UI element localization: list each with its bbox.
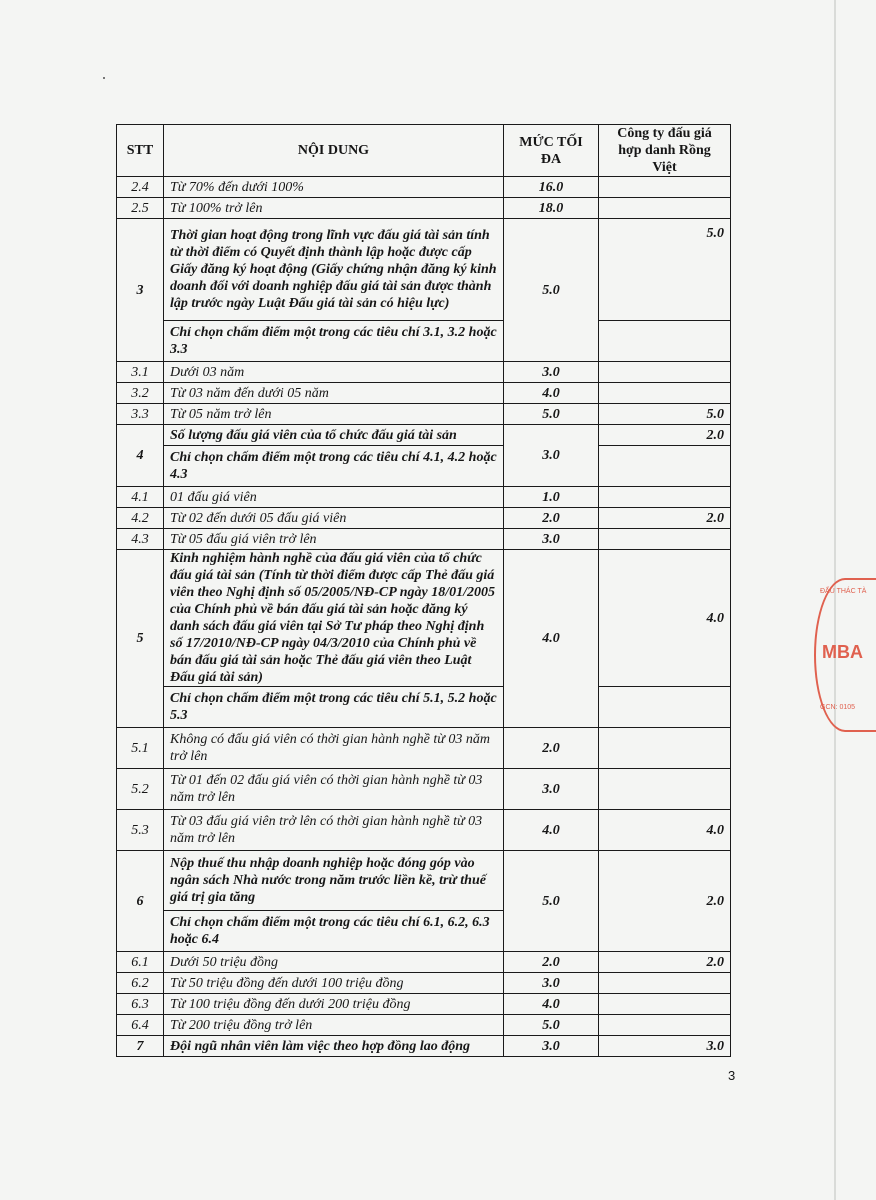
row-company-score: 5.0 (599, 404, 731, 425)
row-content: Dưới 50 triệu đồng (164, 952, 504, 973)
row-max: 3.0 (504, 1036, 599, 1057)
row-content: Số lượng đấu giá viên của tổ chức đấu giá tài sản (164, 425, 504, 446)
row-stt: 4 (117, 425, 164, 487)
row-stt: 2.4 (117, 177, 164, 198)
scan-speck (103, 77, 105, 79)
row-stt: 4.2 (117, 508, 164, 529)
row-company-score: 4.0 (599, 550, 731, 687)
row-content: Chỉ chọn chấm điểm một trong các tiêu chí 3.1, 3.2 hoặc 3.3 (164, 321, 504, 362)
row-stt: 5 (117, 550, 164, 728)
row-stt: 4.3 (117, 529, 164, 550)
row-content: Từ 200 triệu đồng trở lên (164, 1015, 504, 1036)
row-content: Kinh nghiệm hành nghề của đấu giá viên của tổ chức đấu giá tài sản (Tính từ thời điểm được cấp Thẻ đấu giá viên theo Nghị định số 05/2005/NĐ-CP ngày 18/01/2005 của Chính phủ về bán đấu giá tài sản hoặc đăng ký danh sách đấu giá viên tại Sở Tư pháp theo Nghị định số 17/2010/NĐ-CP ngày 04/3/2010 của Chính phủ về bán đấu giá tài sản hoặc Thẻ đấu giá viên theo Luật Đấu giá tài sản) (164, 550, 504, 687)
row-content: 01 đấu giá viên (164, 487, 504, 508)
row-max: 5.0 (504, 851, 599, 952)
table-row (117, 728, 731, 769)
row-max: 18.0 (504, 198, 599, 219)
table-row-criterion-5 (117, 550, 731, 687)
row-company-score (599, 769, 731, 810)
row-content: Đội ngũ nhân viên làm việc theo hợp đồng lao động (164, 1036, 504, 1057)
row-content: Chỉ chọn chấm điểm một trong các tiêu chí 4.1, 4.2 hoặc 4.3 (164, 446, 504, 487)
row-company-score (599, 362, 731, 383)
row-content: Chỉ chọn chấm điểm một trong các tiêu chí 6.1, 6.2, 6.3 hoặc 6.4 (164, 911, 504, 952)
header-company: Công ty đấu giá hợp danh Rồng Việt (599, 125, 731, 177)
row-company-score (599, 177, 731, 198)
row-company-score (599, 383, 731, 404)
row-max: 5.0 (504, 1015, 599, 1036)
row-max: 4.0 (504, 994, 599, 1015)
row-max: 2.0 (504, 728, 599, 769)
table-row-note (117, 321, 731, 362)
row-max: 1.0 (504, 487, 599, 508)
row-content: Từ 50 triệu đồng đến dưới 100 triệu đồng (164, 973, 504, 994)
row-max: 3.0 (504, 769, 599, 810)
table-row-criterion-3 (117, 219, 731, 321)
page-number: 3 (728, 1068, 736, 1083)
row-stt: 3 (117, 219, 164, 362)
row-company-score (599, 198, 731, 219)
row-content: Từ 100 triệu đồng đến dưới 200 triệu đồng (164, 994, 504, 1015)
header-max: MỨC TỐI ĐA (504, 125, 599, 177)
row-content: Nộp thuế thu nhập doanh nghiệp hoặc đóng góp vào ngân sách Nhà nước trong năm trước liền kề, trừ thuế giá trị gia tăng (164, 851, 504, 911)
row-company-score (599, 973, 731, 994)
row-max: 3.0 (504, 529, 599, 550)
table-row (117, 383, 731, 404)
table-row (117, 994, 731, 1015)
row-content: Từ 70% đến dưới 100% (164, 177, 504, 198)
row-content: Từ 05 năm trở lên (164, 404, 504, 425)
table-row (117, 487, 731, 508)
row-stt: 3.2 (117, 383, 164, 404)
row-content: Từ 05 đấu giá viên trở lên (164, 529, 504, 550)
row-stt: 6.3 (117, 994, 164, 1015)
row-stt: 5.2 (117, 769, 164, 810)
row-company-score (599, 1015, 731, 1036)
row-content: Từ 03 năm đến dưới 05 năm (164, 383, 504, 404)
row-max: 2.0 (504, 508, 599, 529)
row-max: 4.0 (504, 810, 599, 851)
row-company-score: 2.0 (599, 508, 731, 529)
header-stt: STT (117, 125, 164, 177)
row-company-score (599, 994, 731, 1015)
stamp-top-text: ĐẤU THÁC TÀ (820, 588, 867, 595)
row-company-score: 2.0 (599, 851, 731, 952)
row-content: Từ 02 đến dưới 05 đấu giá viên (164, 508, 504, 529)
row-max: 4.0 (504, 550, 599, 728)
row-max: 5.0 (504, 404, 599, 425)
row-company-score (599, 446, 731, 487)
table-row (117, 404, 731, 425)
table-row-criterion-4 (117, 425, 731, 446)
row-stt: 3.3 (117, 404, 164, 425)
row-stt: 4.1 (117, 487, 164, 508)
row-stt: 6 (117, 851, 164, 952)
row-stt: 5.1 (117, 728, 164, 769)
row-company-score (599, 321, 731, 362)
row-content: Từ 100% trở lên (164, 198, 504, 219)
row-company-score: 2.0 (599, 952, 731, 973)
row-content: Không có đấu giá viên có thời gian hành nghề từ 03 năm trở lên (164, 728, 504, 769)
table-row (117, 810, 731, 851)
row-company-score (599, 487, 731, 508)
row-content: Từ 01 đến 02 đấu giá viên có thời gian hành nghề từ 03 năm trở lên (164, 769, 504, 810)
table-row (117, 769, 731, 810)
table-row (117, 198, 731, 219)
row-company-score: 2.0 (599, 425, 731, 446)
company-stamp (812, 578, 867, 728)
row-content: Thời gian hoạt động trong lĩnh vực đấu giá tài sản tính từ thời điểm có Quyết định thành lập hoặc được cấp Giấy đăng ký hoạt động (Giấy chứng nhận đăng ký kinh doanh đối với doanh nghiệp đấu giá tài sản được thành lập trước ngày Luật Đấu giá tài sản có hiệu lực) (164, 219, 504, 321)
row-stt: 5.3 (117, 810, 164, 851)
stamp-center-text: MBA (822, 642, 863, 662)
row-stt: 6.1 (117, 952, 164, 973)
table-row (117, 1015, 731, 1036)
table-row-note (117, 446, 731, 487)
row-content: Từ 03 đấu giá viên trở lên có thời gian hành nghề từ 03 năm trở lên (164, 810, 504, 851)
row-max: 2.0 (504, 952, 599, 973)
row-company-score (599, 529, 731, 550)
row-company-score: 3.0 (599, 1036, 731, 1057)
table-header-row (117, 125, 731, 177)
table-row (117, 177, 731, 198)
table-row (117, 952, 731, 973)
row-stt: 6.2 (117, 973, 164, 994)
stamp-bottom-text: GCN: 0105 (820, 704, 856, 711)
scoring-table (116, 124, 731, 1057)
row-content: Chỉ chọn chấm điểm một trong các tiêu chí 5.1, 5.2 hoặc 5.3 (164, 687, 504, 728)
table-row (117, 362, 731, 383)
row-stt: 3.1 (117, 362, 164, 383)
table-row (117, 973, 731, 994)
row-company-score (599, 687, 731, 728)
row-max: 3.0 (504, 973, 599, 994)
row-stt: 2.5 (117, 198, 164, 219)
row-stt: 7 (117, 1036, 164, 1057)
table-row-criterion-6 (117, 851, 731, 911)
header-content: NỘI DUNG (164, 125, 504, 177)
row-company-score: 5.0 (599, 219, 731, 321)
row-max: 3.0 (504, 425, 599, 487)
table-row-note (117, 687, 731, 728)
table-row-criterion-7 (117, 1036, 731, 1057)
row-max: 3.0 (504, 362, 599, 383)
row-content: Dưới 03 năm (164, 362, 504, 383)
table-row (117, 529, 731, 550)
row-company-score: 4.0 (599, 810, 731, 851)
row-stt: 6.4 (117, 1015, 164, 1036)
row-max: 4.0 (504, 383, 599, 404)
row-company-score (599, 728, 731, 769)
row-max: 5.0 (504, 219, 599, 362)
table-row (117, 508, 731, 529)
row-max: 16.0 (504, 177, 599, 198)
